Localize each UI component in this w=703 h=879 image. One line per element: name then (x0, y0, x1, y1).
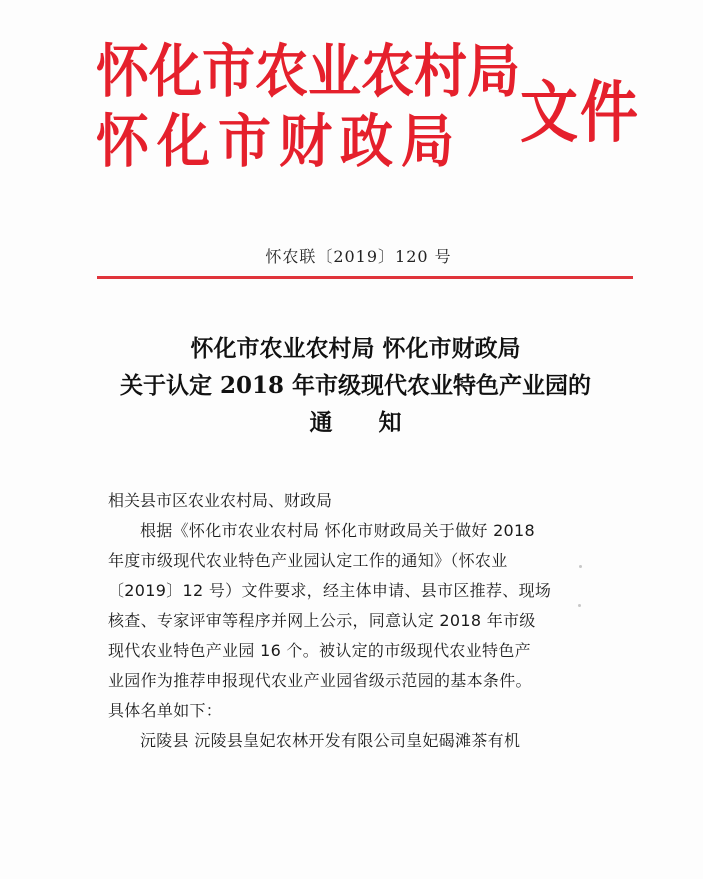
red-masthead (96, 38, 641, 178)
scan-speck (579, 565, 582, 568)
paragraph-line: 〔2019〕12 号）文件要求，经主体申请、县市区推荐、现场 (108, 581, 552, 600)
masthead-org-line-2: 怀化市财政局 (96, 108, 462, 175)
paragraph-line: 年度市级现代农业特色产业园认定工作的通知》（怀农业 (108, 551, 508, 570)
salutation: 相关县市区农业农村局、财政局 (108, 491, 333, 510)
title-line-1: 怀化市农业农村局 怀化市财政局 (190, 335, 521, 362)
paragraph-line: 根据《怀化市农业农村局 怀化市财政局关于做好 2018 (140, 521, 535, 540)
scan-speck (578, 604, 581, 607)
document-body (108, 486, 620, 756)
paragraph-2: 沅陵县 沅陵县皇妃农林开发有限公司皇妃碣滩茶有机 (140, 731, 521, 750)
red-divider-rule (97, 276, 633, 279)
masthead-document-word: 文件 (520, 73, 641, 152)
paragraph-line: 核查、专家评审等程序并网上公示，同意认定 2018 年市级 (108, 611, 536, 630)
document-number: 怀农联〔2019〕120 号 (265, 247, 452, 266)
document-title (0, 330, 703, 441)
title-line-2: 关于认定 2018 年市级现代农业特色产业园的 (119, 372, 592, 399)
title-line-3: 通知 (309, 409, 448, 436)
paragraph-line: 现代农业特色产业园 16 个。被认定的市级现代农业特色产 (108, 641, 531, 660)
paragraph-1 (108, 516, 620, 726)
paragraph-line: 业园作为推荐申报现代农业产业园省级示范园的基本条件。 (108, 671, 532, 690)
masthead-org-line-1: 怀化市农业农村局 (96, 38, 520, 105)
paragraph-line: 具体名单如下： (108, 701, 223, 720)
